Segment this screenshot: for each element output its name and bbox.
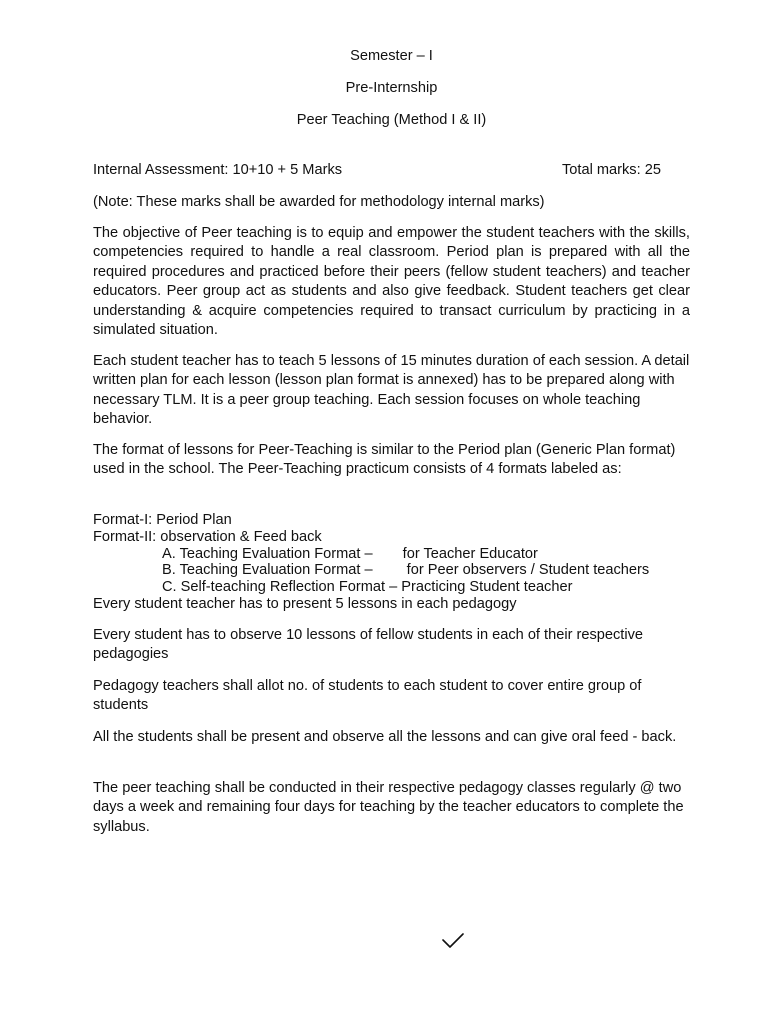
format-2c: C. Self-teaching Reflection Format – Practicing Student teacher	[162, 579, 573, 596]
format-2a-label: A. Teaching Evaluation Format –	[162, 545, 373, 562]
format-2: Format-II: observation & Feed back	[93, 528, 322, 545]
program-heading: Pre-Internship	[345, 80, 438, 96]
observe-paragraph: Every student has to observe 10 lessons of fellow students in each of their respective pedagogies	[93, 627, 644, 663]
internal-assessment: Internal Assessment: 10+10 + 5 Marks	[93, 162, 343, 178]
total-marks: Total marks: 25	[562, 162, 661, 178]
present-lessons-line: Every student teacher has to present 5 lessons in each pedagogy	[93, 595, 517, 612]
format-2b-label: B. Teaching Evaluation Format –	[162, 562, 373, 579]
note-text: (Note: These marks shall be awarded for methodology internal marks)	[93, 194, 545, 210]
format-2b	[93, 562, 690, 579]
format-2a	[93, 546, 690, 563]
format-1: Format-I: Period Plan	[93, 512, 232, 528]
allot-paragraph: Pedagogy teachers shall allot no. of students to each student to cover entire group of students	[93, 678, 642, 714]
subject-heading: Peer Teaching (Method I & II)	[296, 112, 487, 128]
lessons-paragraph: Each student teacher has to teach 5 lessons of 15 minutes duration of each session. A detail written plan for each lesson (lesson plan format is annexed) has to be prepared along with necessary TLM. It is a peer group teaching. Each session focuses on whole teaching behavior.	[93, 353, 690, 428]
objective-paragraph: The objective of Peer teaching is to equip and empower the student teachers with the skills, competencies required to handle a real classroom. Period plan is prepared with all the required procedures and practiced before their peers (fellow student teachers) and teacher educators. Peer group act as students and also give feedback. Student teachers get clear understanding & acquire competencies required to transact curriculum by practicing in a simulated situation.	[93, 225, 690, 339]
semester-heading: Semester – I	[350, 48, 433, 64]
present-all-paragraph: All the students shall be present and observe all the lessons and can give oral feed - back.	[93, 729, 677, 745]
schedule-paragraph: The peer teaching shall be conducted in their respective pedagogy classes regularly @ two days a week and remaining four days for teaching by the teacher educators to complete the syllabus.	[93, 780, 684, 835]
format-2a-target: for Teacher Educator	[402, 545, 538, 562]
format-list	[93, 512, 690, 613]
format-intro-paragraph: The format of lessons for Peer-Teaching is similar to the Period plan (Generic Plan format) used in the school. The Peer-Teaching practicum consists of 4 formats labeled as:	[93, 442, 676, 478]
format-2b-target: for Peer observers / Student teachers	[406, 562, 650, 579]
checkmark-icon	[442, 933, 464, 949]
